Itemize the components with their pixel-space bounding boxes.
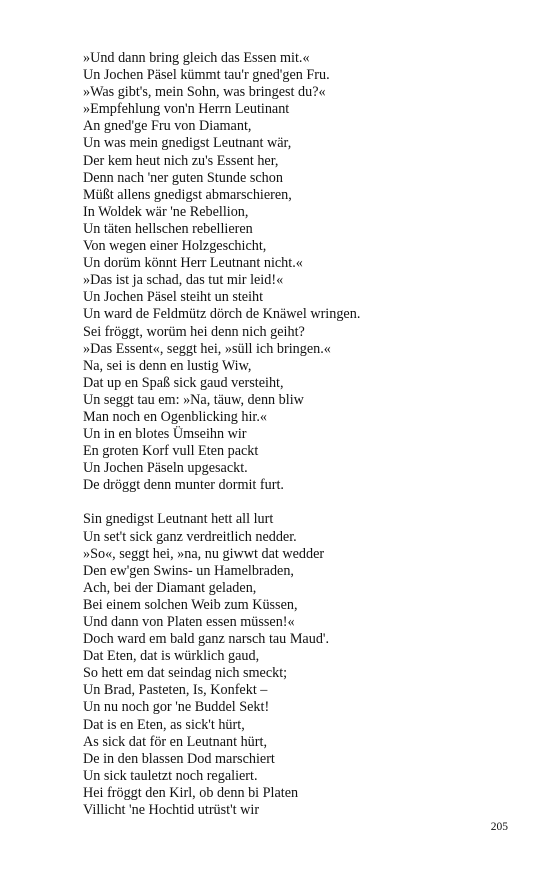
verse-line: Un sick tauletzt noch regaliert. <box>83 767 258 784</box>
verse-line: »Was gibt's, mein Sohn, was bringest du?« <box>83 84 326 101</box>
verse-line: »Empfehlung von'n Herrn Leutinant <box>83 101 290 118</box>
verse-line: As sick dat för en Leutnant hürt, <box>83 733 267 750</box>
verse-line: Ach, bei der Diamant geladen, <box>83 579 257 596</box>
verse-line: Un set't sick ganz verdreitlich nedder. <box>83 528 297 545</box>
verse-line: Un Jochen Päsel kümmt tau'r gned'gen Fru. <box>83 67 330 84</box>
verse-line: Man noch en Ogenblicking hir.« <box>83 408 268 425</box>
verse-line: »Das Essent«, seggt hei, »süll ich bringen.« <box>83 340 331 357</box>
verse-line: Un was mein gnedigst Leutnant wär, <box>83 135 292 152</box>
verse-line: Dat is en Eten, as sick't hürt, <box>83 716 245 733</box>
verse-line: Von wegen einer Holzgeschicht, <box>83 238 267 255</box>
verse-line: Den ew'gen Swins- un Hamelbraden, <box>83 562 294 579</box>
verse-line: »Und dann bring gleich das Essen mit.« <box>83 50 310 66</box>
verse-line: Na, sei is denn en lustig Wiw, <box>83 357 252 374</box>
stanza-2 <box>83 511 523 819</box>
verse-line: Un in en blotes Ümseihn wir <box>83 426 247 443</box>
verse-line: In Woldek wär 'ne Rebellion, <box>83 203 249 220</box>
verse-line: An gned'ge Fru von Diamant, <box>83 118 252 135</box>
verse-line: Un Brad, Pasteten, Is, Konfekt – <box>83 682 268 699</box>
verse-line: De dröggt denn munter dormit furt. <box>83 477 284 494</box>
verse-line: Un Jochen Päseln upgesackt. <box>83 460 248 477</box>
verse-line: Dat up en Spaß sick gaud versteiht, <box>83 374 284 391</box>
verse-line: Der kem heut nich zu's Essent her, <box>83 152 279 169</box>
stanza-1 <box>83 50 523 494</box>
verse-line: Dat Eten, dat is würklich gaud, <box>83 648 260 665</box>
verse-line: Sin gnedigst Leutnant hett all lurt <box>83 511 274 528</box>
poem-text <box>83 50 523 819</box>
verse-line: »So«, seggt hei, »na, nu giwwt dat wedder <box>83 545 325 562</box>
verse-line: Villicht 'ne Hochtid utrüst't wir <box>83 802 260 819</box>
verse-line: Denn nach 'ner guten Stunde schon <box>83 169 283 186</box>
verse-line: Un Jochen Päsel steiht un steiht <box>83 289 264 306</box>
verse-line: Un nu noch gor 'ne Buddel Sekt! <box>83 699 270 716</box>
verse-line: De in den blassen Dod marschiert <box>83 750 275 767</box>
verse-line: Und dann von Platen essen müssen!« <box>83 614 295 630</box>
verse-line: Un ward de Feldmütz dörch de Knäwel wringen. <box>83 306 361 323</box>
verse-line: »Das ist ja schad, das tut mir leid!« <box>83 272 284 289</box>
verse-line: So hett em dat seindag nich smeckt; <box>83 665 288 682</box>
verse-line: Bei einem solchen Weib zum Küssen, <box>83 596 298 613</box>
verse-line: En groten Korf vull Eten packt <box>83 443 259 460</box>
verse-line: Hei fröggt den Kirl, ob denn bi Platen <box>83 784 299 801</box>
verse-line: Un seggt tau em: »Na, täuw, denn bliw <box>83 391 304 408</box>
page-number: 205 <box>490 821 508 833</box>
verse-line: Un dorüm könnt Herr Leutnant nicht.« <box>83 255 303 272</box>
verse-line: Müßt allens gnedigst abmarschieren, <box>83 186 292 203</box>
verse-line: Un täten hellschen rebellieren <box>83 220 253 237</box>
verse-line: Doch ward em bald ganz narsch tau Maud'. <box>83 631 330 648</box>
verse-line: Sei fröggt, worüm hei denn nich geiht? <box>83 323 305 340</box>
